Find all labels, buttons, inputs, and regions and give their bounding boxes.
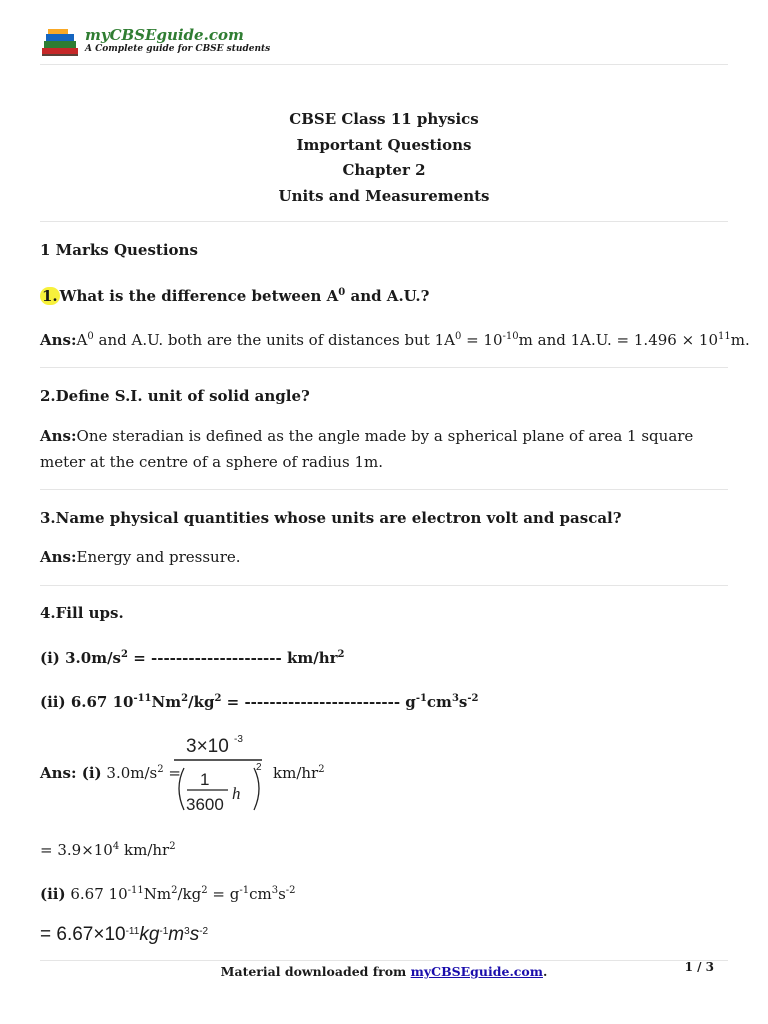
document-title <box>40 107 728 209</box>
divider-q2 <box>40 489 728 490</box>
logo-subtitle: A Complete guide for CBSE students <box>85 44 271 54</box>
inner-h: h <box>232 784 241 803</box>
inner-numerator: 1 <box>200 770 210 789</box>
answer-4-part-2: (ii) 6.67 $10^{-11}Nm^2/kg^2 = g^{-1}cm^3s^{-2}$ <box>40 885 296 903</box>
fraction-numerator-exponent: -3 <box>234 734 243 745</box>
logo-title: myCBSEguide.com <box>85 26 244 44</box>
title-line-chapter: Chapter 2 <box>342 161 426 179</box>
question-4-part-1: (i) $3.0m/s^2$ = --------------------- $km/hr^2$ <box>40 649 345 667</box>
title-line-class: CBSE Class 11 physics <box>289 110 479 128</box>
answer-2: Ans:One steradian is defined as the angle made by a spherical plane of area 1 square meter at the centre of a sphere of radius 1m. <box>40 427 694 471</box>
highlighted-number: 1. <box>42 287 58 305</box>
question-2: 2.Define S.I. unit of solid angle? <box>40 387 310 405</box>
answer-4-formula: = $6.67\times 10^{-11}kg^{-1}m^3s^{-2}$ <box>40 924 209 945</box>
footer-link[interactable]: myCBSEguide.com <box>410 964 543 979</box>
site-logo[interactable] <box>40 26 271 62</box>
question-1: 1. What is the difference between $A^0$ and A.U.? <box>42 287 430 305</box>
answer-4-unit: $km/hr^2$ <box>273 764 325 782</box>
inner-denominator: 3600 <box>186 795 224 814</box>
title-divider <box>40 221 728 222</box>
answer-4-result: = $3.9\times 10^4$ $km/hr^2$ <box>40 841 176 859</box>
question-3: 3.Name physical quantities whose units are electron volt and pascal? <box>40 509 622 527</box>
books-icon <box>40 28 82 58</box>
question-4: 4.Fill ups. <box>40 604 124 622</box>
answer-3: Ans:Energy and pressure. <box>40 548 241 566</box>
question-4-part-2: (ii) 6.67 $10^{-11}Nm^2/kg^2$ = ------------------------- $g^{-1}cm^3s^{-2}$ <box>40 693 479 711</box>
fraction-exponent: 2 <box>256 762 262 773</box>
footer-text: Material downloaded from myCBSEguide.com. <box>220 964 548 979</box>
answer-1: $Ans:A^0$ and A.U. both are the units of distances but $1A^0 = 10^{-10}m$ and 1A.U. = $1.496 \times 10^{11}m$. <box>40 331 750 349</box>
answer-4-part-1: Ans: (i) $3.0m/s^2$ = <box>40 764 181 782</box>
title-line-topic: Units and Measurements <box>278 186 490 205</box>
title-line-subject: Important Questions <box>296 135 472 154</box>
page-number: 1 / 3 <box>684 960 714 974</box>
section-heading: 1 Marks Questions <box>40 241 198 259</box>
fraction-formula <box>170 730 270 818</box>
divider-q3 <box>40 585 728 586</box>
fraction-numerator: 3×10 <box>186 736 229 757</box>
header-divider <box>40 64 728 65</box>
footer-divider <box>40 960 728 961</box>
divider-q1 <box>40 367 728 368</box>
